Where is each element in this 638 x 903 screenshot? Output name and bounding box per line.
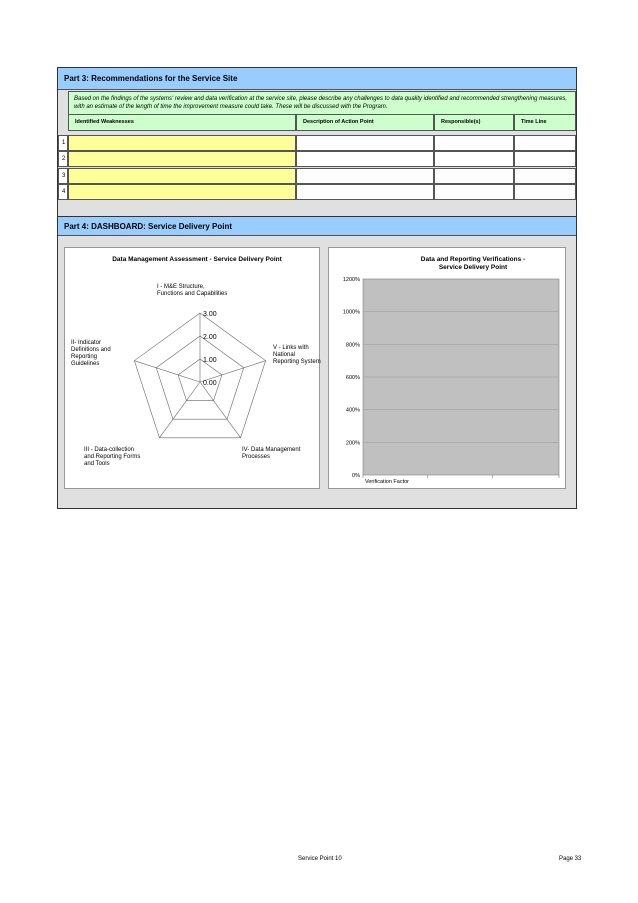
y-tick-label: 400% [345,407,360,414]
y-tick-label: 1000% [342,309,360,316]
bar-chart [329,248,567,490]
radar-chart [65,248,321,490]
radar-spoke [159,382,200,438]
weakness-cell [68,135,296,151]
col-responsible: Responsible(s) [434,114,514,131]
part3-instructions: Based on the findings of the systems' review and data verification at the service site, please describe any challenges to data quality identified and recommended strengthening measures, with an estimate of the length of time the improvement measure could take. These will be discussed with the Program. [68,91,576,115]
axis-label-1: I - M&E Structure, [157,284,205,290]
radar-tick-label: 2.00 [203,334,217,341]
weakness-cell [68,151,296,167]
col-time-line: Time Line [514,114,576,131]
axis-label-2b: Definitions and [71,347,111,353]
axis-label-3b: and Reporting Forms [84,454,141,460]
row-number: 3 [58,168,68,184]
col-action-point: Description of Action Point [296,114,434,131]
radar-tick-label: 1.00 [203,357,217,364]
y-tick-label: 800% [345,342,360,349]
axis-label-3: III - Data-collection [84,447,135,453]
responsible-cell [434,168,514,184]
axis-label-4b: Processes [242,454,271,460]
assessment-frame [57,67,577,509]
row-number: 4 [58,184,68,200]
action-point-cell [296,151,434,167]
timeline-cell [514,135,576,151]
axis-label-2: II- Indicator [71,340,102,346]
y-tick-label: 200% [345,440,360,447]
axis-label-2d: Guidelines [71,361,100,367]
timeline-cell [514,168,576,184]
responsible-cell [434,184,514,200]
weakness-cell [68,168,296,184]
timeline-cell [514,151,576,167]
bar-title-line2: Service Delivery Point [438,264,508,271]
radar-tick-label: 3.00 [203,311,217,318]
action-point-cell [296,168,434,184]
axis-label-1b: Functions and Capabilities [157,291,228,297]
y-tick-label: 1200% [342,277,360,283]
timeline-cell [514,184,576,200]
radar-chart-panel [64,247,320,489]
radar-spoke [134,361,200,382]
responsible-cell [434,135,514,151]
row-number: 1 [58,135,68,151]
axis-label-5c: Reporting System [273,359,321,365]
bar-title-line1: Data and Reporting Verifications - [420,256,526,263]
y-tick-label: 600% [345,375,360,381]
y-tick-label: 0% [352,473,360,479]
responsible-cell [434,151,514,167]
axis-label-2c: Reporting [71,354,98,360]
col-identified-weaknesses: Identified Weaknesses [68,114,296,131]
bar-chart-panel [328,247,566,489]
weakness-cell [68,184,296,200]
part3-header: Part 3: Recommendations for the Service Site [58,68,576,90]
row-number: 2 [58,151,68,167]
part4-header: Part 4: DASHBOARD: Service Delivery Point [58,216,576,236]
footer-page: Page 33 [559,856,582,862]
x-category-label: Verification Factor [365,479,410,485]
axis-label-3c: and Tools [84,461,110,467]
action-point-cell [296,135,434,151]
axis-label-4: IV- Data Management [242,447,301,453]
radar-grid [134,313,265,438]
axis-label-5b: National [273,352,296,358]
radar-spoke [200,382,241,438]
action-point-cell [296,184,434,200]
radar-title: Data Management Assessment - Service Delivery Point [112,256,282,263]
radar-tick-label: 0.00 [203,380,217,387]
footer-center: Service Point 10 [298,856,342,862]
axis-label-5: V - Links with [273,345,309,351]
